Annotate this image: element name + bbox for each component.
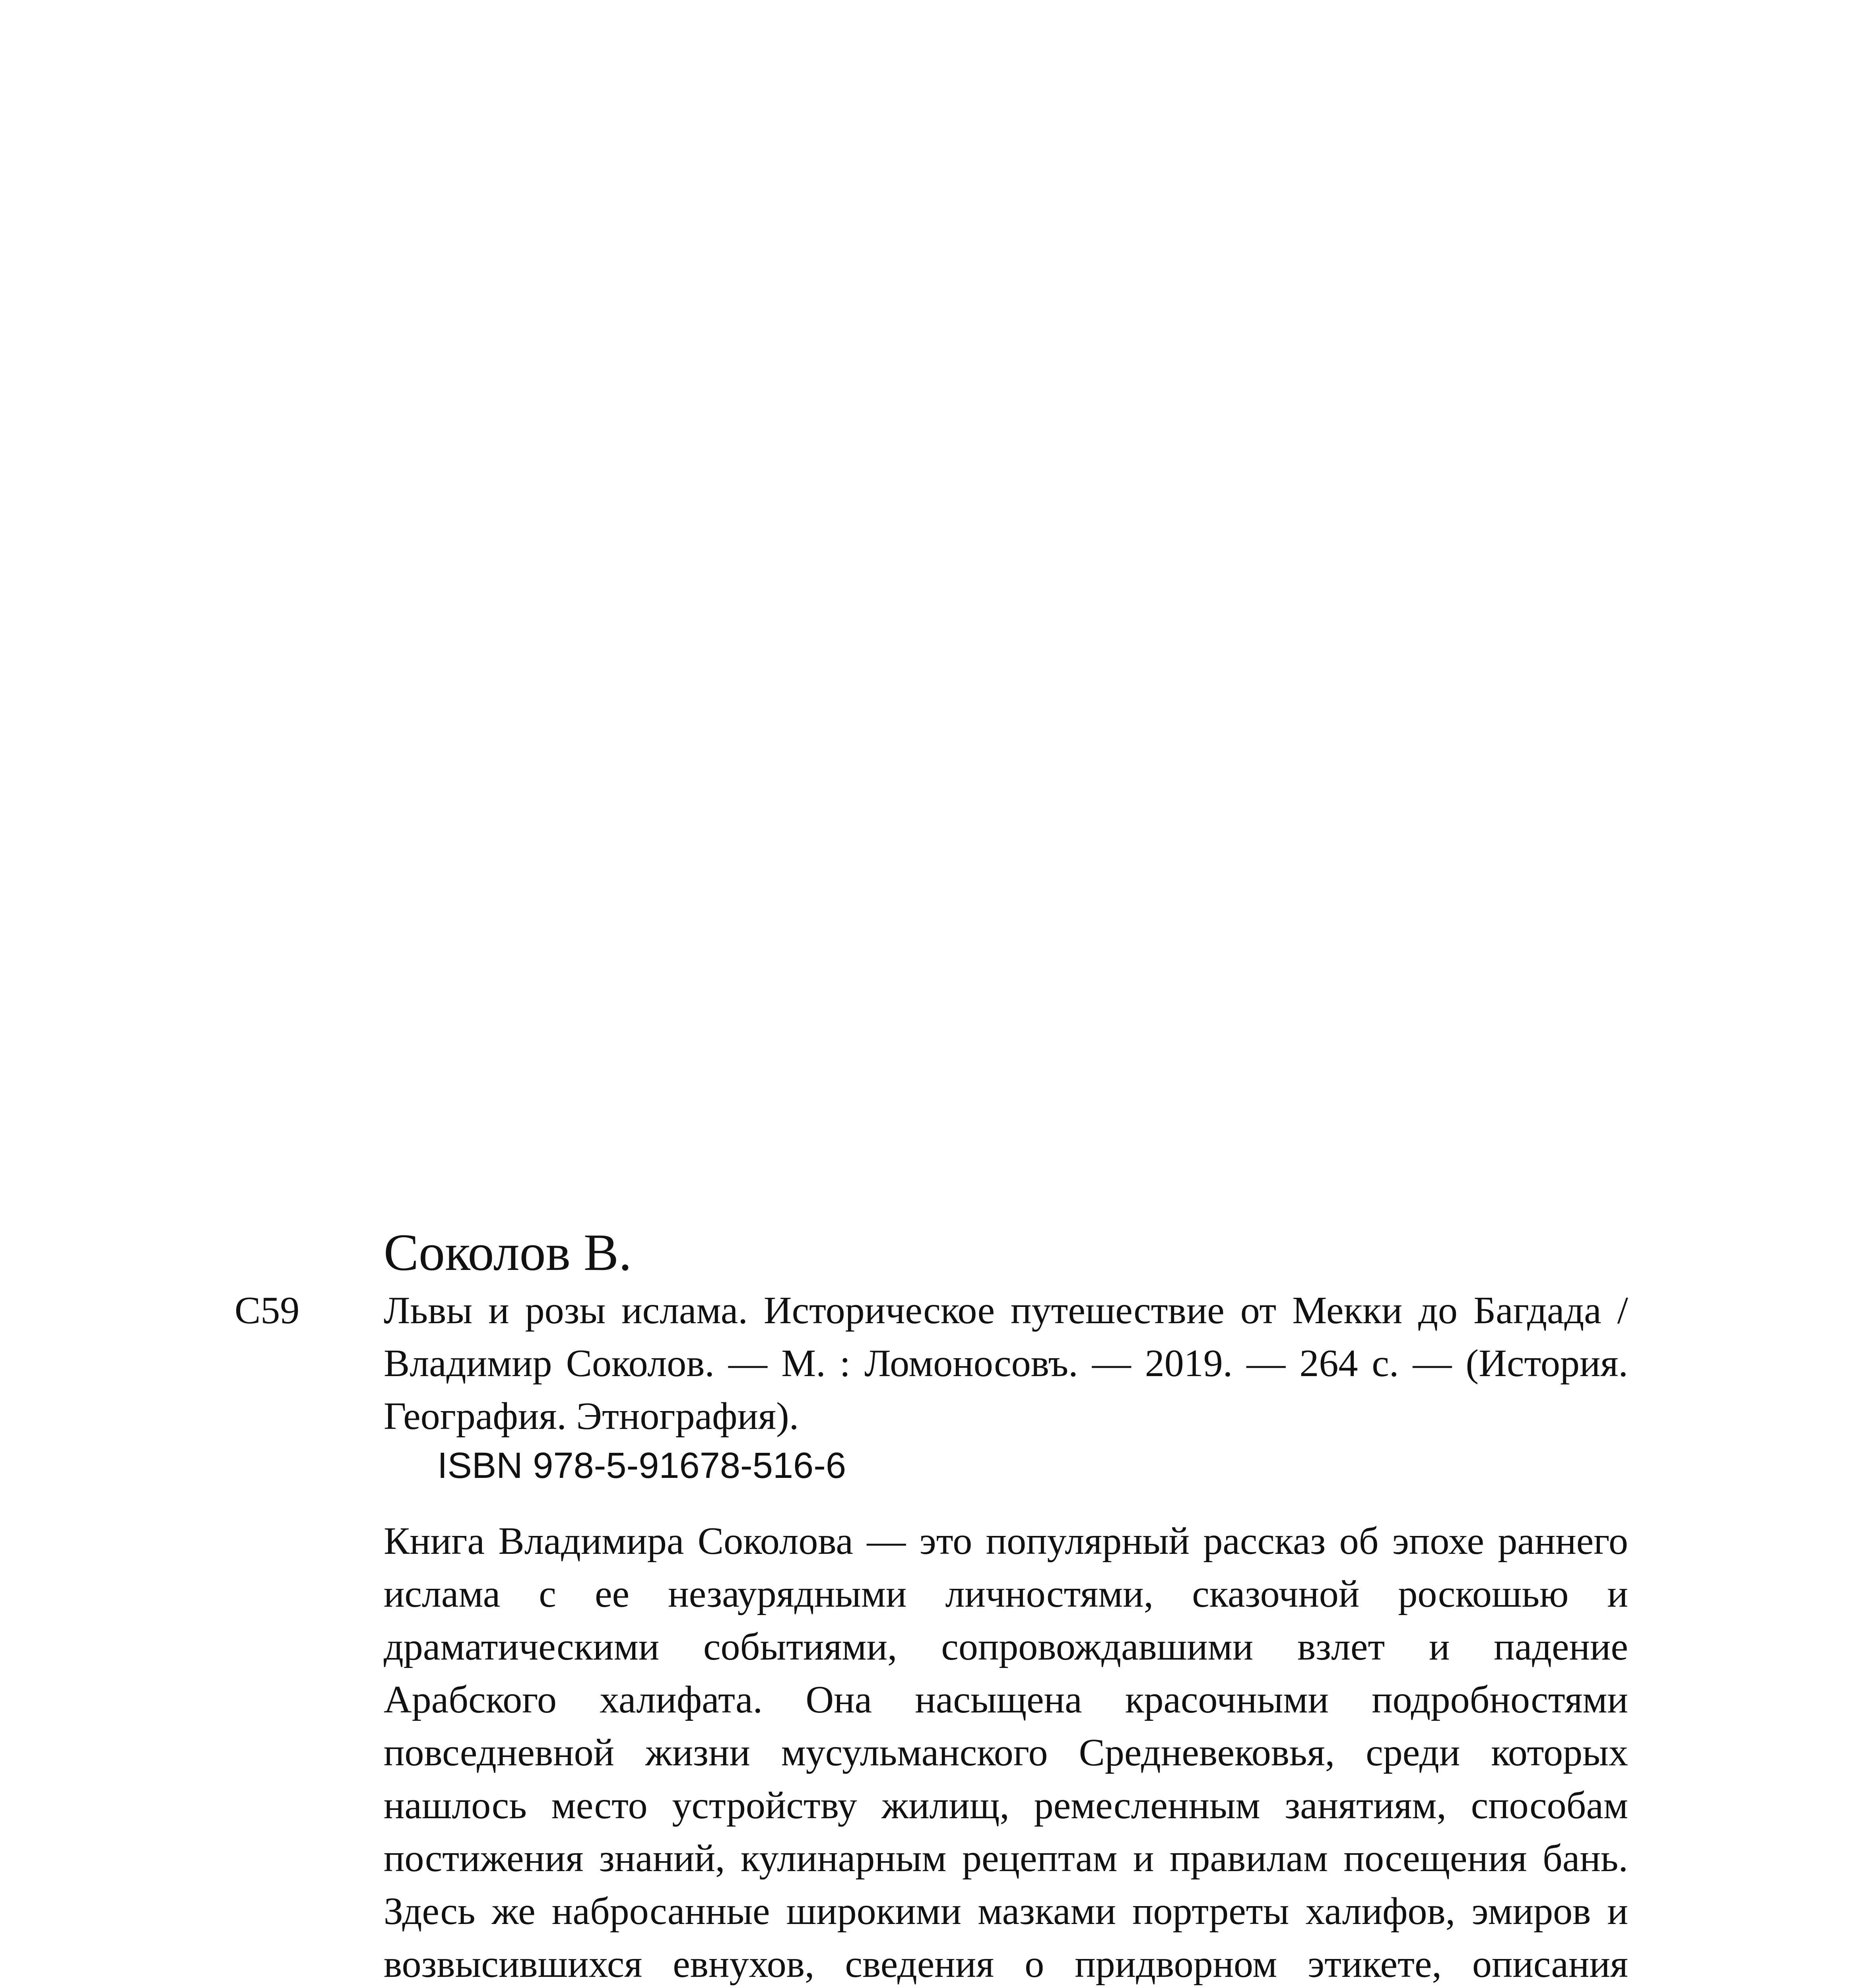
isbn-number: ISBN 978-5-91678-516-6 [437,1445,846,1486]
author-heading: Соколов В. [384,1223,632,1281]
bibliographic-entry: Львы и розы ислама. Историческое путешествие от Мекки до Багдада / Владимир Соколов. — М. : Ломоносовъ. — 2019. — 264 с. — (История. География. Этнография). [384,1289,1628,1438]
book-annotation [384,1515,1628,1988]
annotation-paragraph: Книга Владимира Соколова — это популярный рассказ об эпохе раннего ислама с ее незаурядными личностями, сказочной роскошью и драматическими событиями, сопровождавшими взлет и падение Арабского халифата. Она насыщена красочными подробностями повседневной жизни мусульманского Средневековья, среди которых нашлось место устройству жилищ, ремесленным занятиям, способам постижения знаний, кулинарным рецептам и правилам посещения бань. Здесь же набросанные широкими мазками портреты халифов, эмиров и возвысившихся евнухов, сведения о придворном этикете, описания [384,1520,1628,1986]
catalog-code: С59 [235,1289,300,1332]
